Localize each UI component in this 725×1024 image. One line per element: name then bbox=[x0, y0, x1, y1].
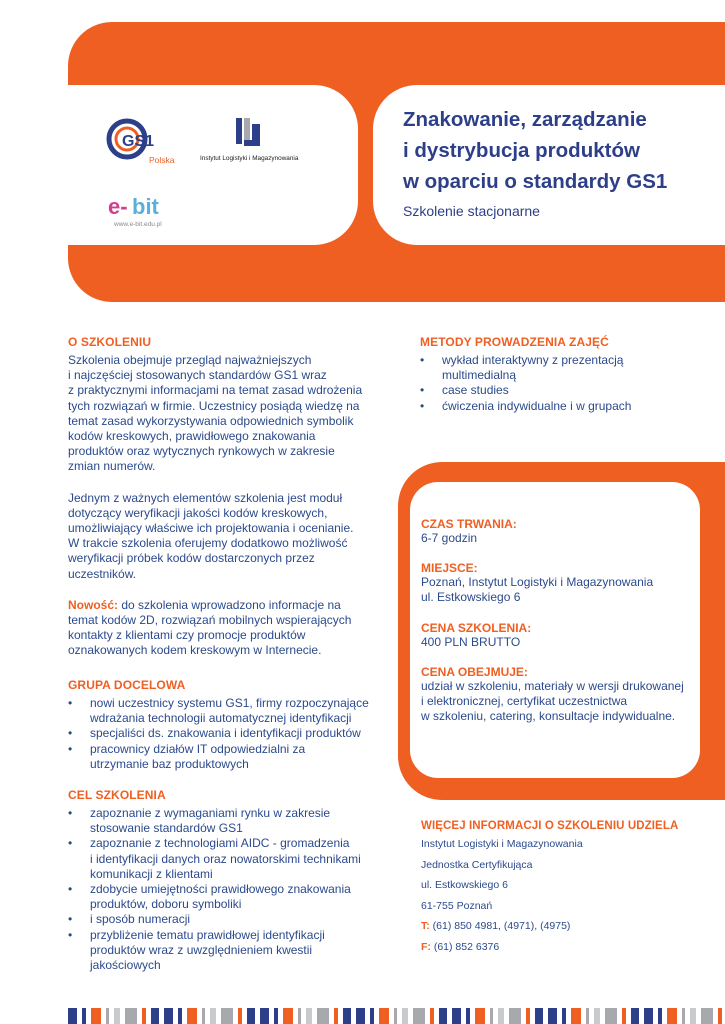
about-para-3 bbox=[68, 598, 388, 659]
text-line: pracownicy działów IT odpowiedzialni za bbox=[90, 741, 306, 756]
methods-section bbox=[420, 335, 720, 414]
phone-value: (61) 850 4981, (4971), (4975) bbox=[429, 920, 571, 932]
text-line: oznakowanych kodem kreskowym w Internecie. bbox=[68, 643, 322, 658]
footer-stripe bbox=[586, 1008, 589, 1024]
footer-stripe bbox=[498, 1008, 504, 1024]
list-item bbox=[68, 696, 388, 726]
footer-stripe bbox=[356, 1008, 365, 1024]
text-line: case studies bbox=[442, 383, 509, 398]
footer-stripe bbox=[594, 1008, 600, 1024]
methods-list bbox=[420, 353, 720, 414]
duration-value: 6-7 godzin bbox=[421, 531, 478, 545]
text-line: zapoznanie z wymaganiami rynku w zakresie bbox=[90, 806, 331, 820]
footer-stripe bbox=[718, 1008, 722, 1024]
list-item bbox=[68, 882, 388, 912]
text-line: specjaliści ds. znakowania i identyfikacji produktów bbox=[90, 726, 361, 741]
footer-stripe bbox=[701, 1008, 713, 1024]
footer-stripe bbox=[690, 1008, 696, 1024]
gs1-logo bbox=[106, 118, 196, 168]
footer-stripe bbox=[402, 1008, 408, 1024]
text-line: udział w szkoleniu, materiały w wersji drukowanej bbox=[421, 678, 684, 693]
text-line: zmian numerów. bbox=[68, 459, 156, 474]
phone-line bbox=[421, 916, 721, 937]
text-line: tych rozwiązań w firmie. Uczestnicy posiądą wiedzę na bbox=[68, 398, 360, 413]
footer-stripe bbox=[68, 1008, 77, 1024]
footer-stripe bbox=[430, 1008, 434, 1024]
footer-stripe bbox=[187, 1008, 197, 1024]
ilim-name: Instytut Logistyki i Magazynowania bbox=[200, 155, 299, 162]
footer-stripe bbox=[413, 1008, 425, 1024]
footer-stripe bbox=[526, 1008, 530, 1024]
footer-stripe bbox=[605, 1008, 617, 1024]
text-line: utrzymanie baz produktowych bbox=[90, 756, 249, 771]
ebit-e: e- bbox=[108, 194, 128, 219]
about-para-1 bbox=[68, 353, 388, 475]
text-line: uczestników. bbox=[68, 566, 137, 581]
page-title bbox=[403, 104, 713, 197]
news-label: Nowość: bbox=[68, 597, 119, 612]
footer-stripe bbox=[334, 1008, 338, 1024]
text-line: W trakcie szkolenia oferujemy dodatkowo możliwość bbox=[68, 536, 348, 551]
text-line: temat zasad wykorzystywania odpowiednich symbolik bbox=[68, 413, 354, 428]
footer-stripe bbox=[452, 1008, 461, 1024]
footer-stripe bbox=[571, 1008, 581, 1024]
footer-stripe bbox=[439, 1008, 447, 1024]
text-line: komunikacji z klientami bbox=[90, 866, 213, 881]
footer-stripe bbox=[260, 1008, 269, 1024]
footer-stripe bbox=[317, 1008, 329, 1024]
footer-stripe bbox=[658, 1008, 662, 1024]
text-line: i najczęściej stosowanych standardów GS1 wraz bbox=[68, 368, 327, 383]
duration-label: CZAS TRWANIA: bbox=[421, 517, 517, 531]
fax-label: F: bbox=[421, 940, 431, 953]
text-line: kontakty z klientami czy promocje produktów bbox=[68, 628, 306, 643]
text-line: ul. Estkowskiego 6 bbox=[421, 590, 521, 605]
ilim-logo bbox=[200, 116, 310, 166]
bullet-icon: • bbox=[420, 383, 425, 398]
footer-stripe bbox=[490, 1008, 493, 1024]
footer-stripe bbox=[238, 1008, 242, 1024]
phone-label: T: bbox=[421, 920, 430, 932]
footer-stripe bbox=[247, 1008, 255, 1024]
text-line: kodów kreskowych, prawidłowego znakowania bbox=[68, 429, 316, 444]
list-item bbox=[68, 742, 388, 772]
about-heading: O SZKOLENIU bbox=[68, 335, 152, 349]
title-line: Znakowanie, zarządzanie bbox=[403, 108, 647, 131]
about-section bbox=[68, 335, 388, 659]
text-line bbox=[68, 598, 388, 613]
footer-stripe bbox=[283, 1008, 293, 1024]
text-line: weryfikacji próbek kodów dostarczonych przez bbox=[68, 551, 315, 566]
includes-value bbox=[421, 679, 711, 725]
contact-details bbox=[421, 834, 721, 957]
text-line: i identyfikacji danych oraz nowatorskimi technikami bbox=[90, 851, 361, 866]
fax-value: (61) 852 6376 bbox=[430, 940, 500, 953]
footer-stripe bbox=[306, 1008, 312, 1024]
contact-section bbox=[421, 820, 721, 957]
footer-stripe bbox=[106, 1008, 109, 1024]
bullet-icon: • bbox=[420, 353, 425, 367]
methods-heading: METODY PROWADZENIA ZAJĘĆ bbox=[420, 335, 609, 349]
list-item bbox=[68, 806, 388, 836]
text-line: Szkolenia obejmuje przegląd najważniejszych bbox=[68, 353, 312, 367]
footer-stripe bbox=[142, 1008, 146, 1024]
footer-stripe bbox=[151, 1008, 159, 1024]
footer-stripe bbox=[125, 1008, 137, 1024]
footer-stripe bbox=[343, 1008, 351, 1024]
bullet-icon: • bbox=[68, 806, 73, 820]
text-line: i elektronicznej, certyfikat uczestnictwa bbox=[421, 694, 628, 709]
title-line: w oparciu o standardy GS1 bbox=[403, 170, 668, 193]
text-line: nowi uczestnicy systemu GS1, firmy rozpoczynające bbox=[90, 696, 369, 710]
text-line: dotyczący weryfikacji jakości kodów kreskowych, bbox=[68, 505, 328, 520]
price-label: CENA SZKOLENIA: bbox=[421, 620, 532, 635]
text-line: zdobycie umiejętności prawidłowego znakowania bbox=[90, 882, 351, 897]
text-line: w szkoleniu, catering, konsultacje indywidualne. bbox=[421, 709, 676, 724]
list-item bbox=[420, 383, 720, 398]
footer-stripe bbox=[210, 1008, 216, 1024]
text-line: Jednym z ważnych elementów szkolenia jest moduł bbox=[68, 490, 343, 505]
text-line: stosowanie standardów GS1 bbox=[90, 821, 243, 836]
includes-label: CENA OBEJMUJE: bbox=[421, 664, 528, 679]
ebit-bit: bit bbox=[132, 194, 159, 219]
footer-bar-pattern bbox=[68, 1008, 725, 1024]
bullet-icon: • bbox=[68, 836, 73, 851]
ebit-url: www.e-bit.edu.pl bbox=[114, 221, 162, 228]
title-line: i dystrybucja produktów bbox=[403, 139, 640, 162]
list-item bbox=[68, 726, 388, 741]
footer-stripe bbox=[667, 1008, 677, 1024]
text-line: umożliwiający właściwe ich projektowania i ocenianie. bbox=[68, 521, 354, 536]
audience-list bbox=[68, 696, 388, 772]
footer-stripe bbox=[535, 1008, 543, 1024]
info-section bbox=[421, 517, 711, 724]
text-line: zapoznanie z technologiami AIDC - gromadzenia bbox=[90, 836, 350, 851]
ebit-logo bbox=[108, 190, 188, 232]
text-line: wykład interaktywny z prezentacją bbox=[442, 353, 624, 367]
footer-stripe bbox=[466, 1008, 470, 1024]
text-line: z praktycznymi informacjami na temat zasad wdrożenia bbox=[68, 383, 363, 398]
page-subtitle: Szkolenie stacjonarne bbox=[403, 203, 540, 219]
footer-stripe bbox=[644, 1008, 653, 1024]
text-line: jakościowych bbox=[90, 958, 161, 973]
price-value: 400 PLN BRUTTO bbox=[421, 634, 521, 649]
footer-stripe bbox=[475, 1008, 485, 1024]
text-line: wdrażania technologii automatycznej identyfikacji bbox=[90, 711, 352, 726]
footer-stripe bbox=[114, 1008, 120, 1024]
place-value bbox=[421, 575, 711, 605]
footer-stripe bbox=[379, 1008, 389, 1024]
footer-stripe bbox=[622, 1008, 626, 1024]
footer-stripe bbox=[548, 1008, 557, 1024]
bullet-icon: • bbox=[68, 741, 73, 756]
bullet-icon: • bbox=[68, 696, 73, 710]
list-item bbox=[68, 912, 388, 927]
text-line: przybliżenie tematu prawidłowej identyfikacji bbox=[90, 927, 325, 942]
footer-stripe bbox=[509, 1008, 521, 1024]
footer-stripe bbox=[202, 1008, 205, 1024]
fax-line bbox=[421, 937, 721, 958]
bullet-icon: • bbox=[420, 398, 425, 413]
bullet-icon: • bbox=[68, 882, 73, 897]
text-line: produktów, doboru symboliki bbox=[90, 897, 242, 912]
list-item bbox=[68, 836, 388, 882]
list-item bbox=[420, 353, 720, 383]
text-run: do szkolenia wprowadzono informacje na bbox=[118, 597, 341, 612]
text-line: ćwiczenia indywidualne i w grupach bbox=[442, 398, 632, 413]
footer-stripe bbox=[82, 1008, 86, 1024]
list-item bbox=[68, 928, 388, 974]
bullet-icon: • bbox=[68, 912, 73, 927]
text-line: produktów wraz z uwzględnieniem kwestii bbox=[90, 942, 313, 957]
goal-section bbox=[68, 788, 388, 973]
about-para-2 bbox=[68, 491, 388, 582]
goal-list bbox=[68, 806, 388, 973]
footer-stripe bbox=[274, 1008, 278, 1024]
text-line: ul. Estkowskiego 6 bbox=[421, 879, 508, 891]
text-line: produktów oraz wytycznych rynkowych w zakresie bbox=[68, 444, 335, 459]
gs1-country: Polska bbox=[149, 155, 175, 165]
text-line: Jednostka Certyfikująca bbox=[421, 858, 533, 871]
text-line: multimedialną bbox=[442, 368, 517, 383]
list-item bbox=[420, 399, 720, 414]
place-label: MIEJSCE: bbox=[421, 561, 478, 576]
contact-heading: WIĘCEJ INFORMACJI O SZKOLENIU UDZIELA bbox=[421, 820, 679, 832]
goal-heading: CEL SZKOLENIA bbox=[68, 788, 166, 802]
footer-stripe bbox=[631, 1008, 639, 1024]
bullet-icon: • bbox=[68, 726, 73, 741]
footer-stripe bbox=[164, 1008, 173, 1024]
text-line: Instytut Logistyki i Magazynowania bbox=[421, 838, 583, 850]
footer-stripe bbox=[91, 1008, 101, 1024]
footer-stripe bbox=[562, 1008, 566, 1024]
audience-section bbox=[68, 678, 388, 772]
footer-stripe bbox=[298, 1008, 301, 1024]
footer-stripe bbox=[221, 1008, 233, 1024]
bullet-icon: • bbox=[68, 927, 73, 942]
footer-stripe bbox=[394, 1008, 397, 1024]
text-line: temat kodów 2D, rozwiązań mobilnych wspierających bbox=[68, 613, 352, 628]
footer-stripe bbox=[370, 1008, 374, 1024]
text-line: i sposób numeracji bbox=[90, 912, 191, 927]
footer-stripe bbox=[682, 1008, 685, 1024]
text-line: Poznań, Instytut Logistyki i Magazynowania bbox=[421, 575, 654, 590]
text-line: 61-755 Poznań bbox=[421, 899, 493, 912]
footer-stripe bbox=[178, 1008, 182, 1024]
gs1-mark: GS1 bbox=[122, 133, 155, 150]
audience-heading: GRUPA DOCELOWA bbox=[68, 678, 186, 692]
